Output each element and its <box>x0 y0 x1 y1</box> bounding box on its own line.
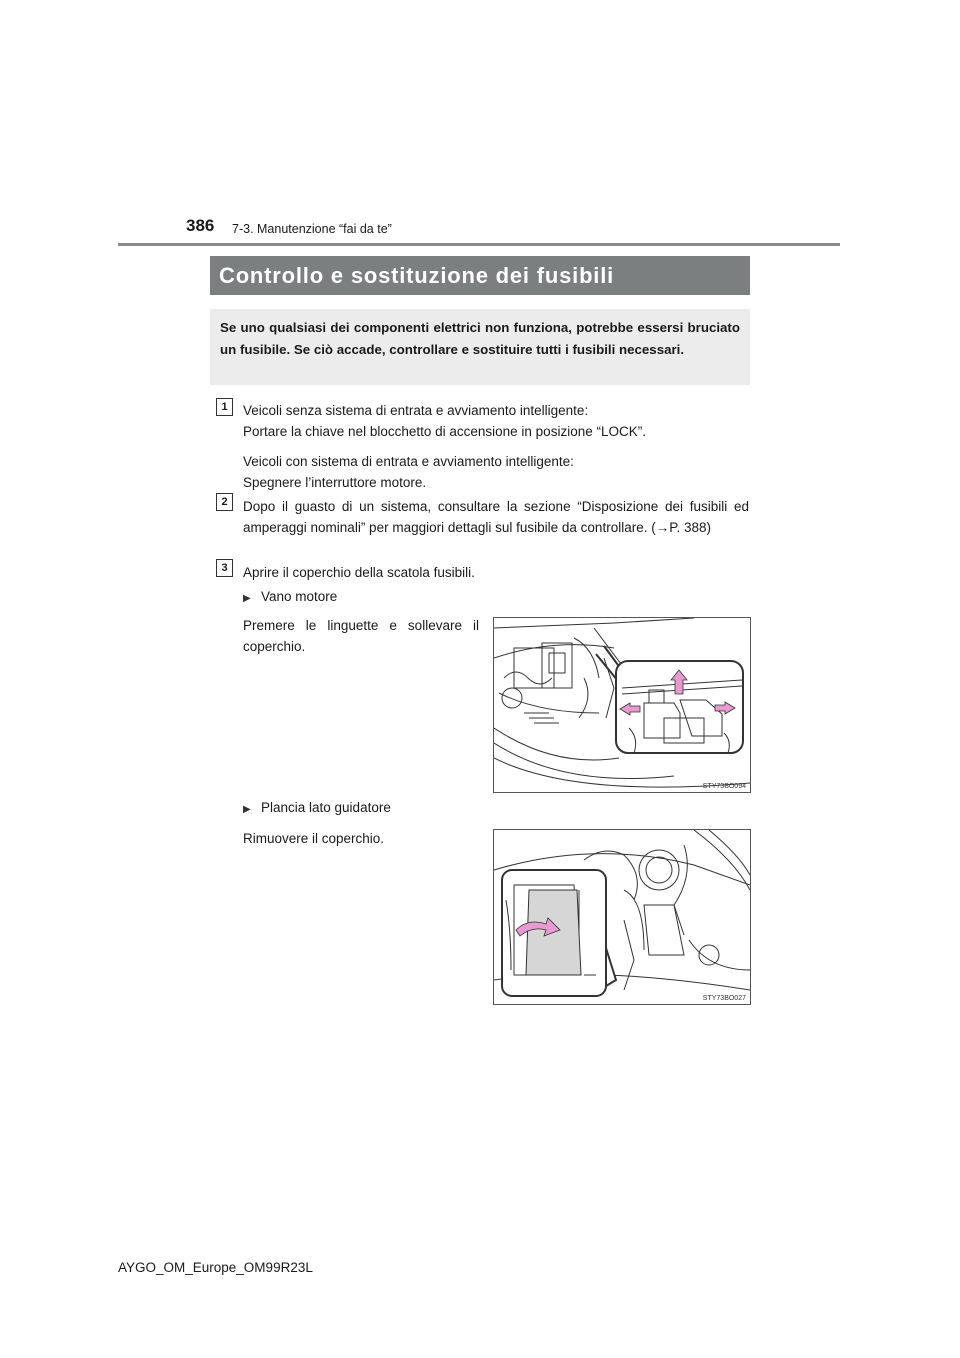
engine-instruction: Premere le linguette e sollevare il coperchio. <box>243 618 479 654</box>
figure-engine-fuse-box <box>493 617 751 793</box>
step-1-text <box>243 400 753 493</box>
step-1-line-2: Portare la chiave nel blocchetto di accensione in posizione “LOCK”. <box>243 424 646 439</box>
step-2-text: Dopo il guasto di un sistema, consultare la sezione “Disposizione dei fusibili ed amperaggi nominali” per maggiori dettagli sul fusibile da controllare. (→P. 388) <box>243 499 749 535</box>
step-1-line-3: Veicoli con sistema di entrata e avviamento intelligente: <box>243 454 574 469</box>
triangle-bullet-icon: ▶ <box>243 593 251 604</box>
dashboard-instruction: Rimuovere il coperchio. <box>243 831 385 846</box>
step-badge-3: 3 <box>216 559 233 577</box>
step-1-line-1: Veicoli senza sistema di entrata e avviamento intelligente: <box>243 403 589 418</box>
dashboard-cover-illustration <box>494 830 750 1004</box>
sub-item-label: Vano motore <box>261 589 338 604</box>
figure-code: STY73BO027 <box>702 995 746 1002</box>
section-label: 7-3. Manutenzione “fai da te” <box>232 222 392 236</box>
intro-box <box>210 309 750 385</box>
triangle-bullet-icon: ▶ <box>243 804 251 815</box>
step-badge-1: 1 <box>216 398 233 416</box>
sub-item-engine-compartment <box>243 589 337 604</box>
engine-fuse-box-illustration <box>494 618 750 792</box>
page-title: Controllo e sostituzione dei fusibili <box>210 256 750 295</box>
figure-dashboard-fuse-cover <box>493 829 751 1005</box>
step-3-text: Aprire il coperchio della scatola fusibili. <box>243 565 475 580</box>
page-number: 386 <box>186 216 215 235</box>
sub-item-label: Plancia lato guidatore <box>261 800 391 815</box>
step-badge-2: 2 <box>216 493 233 511</box>
figure-code: STY73BO094 <box>702 783 746 790</box>
footer-document-id: AYGO_OM_Europe_OM99R23L <box>118 1260 313 1275</box>
intro-text: Se uno qualsiasi dei componenti elettrici non funziona, potrebbe essersi bruciato un fusibile. Se ciò accade, controllare e sostituire tutti i fusibili necessari. <box>220 320 740 357</box>
header-rule <box>118 243 840 246</box>
sub-item-driver-dashboard <box>243 800 391 815</box>
step-1-line-4: Spegnere l’interruttore motore. <box>243 475 427 490</box>
